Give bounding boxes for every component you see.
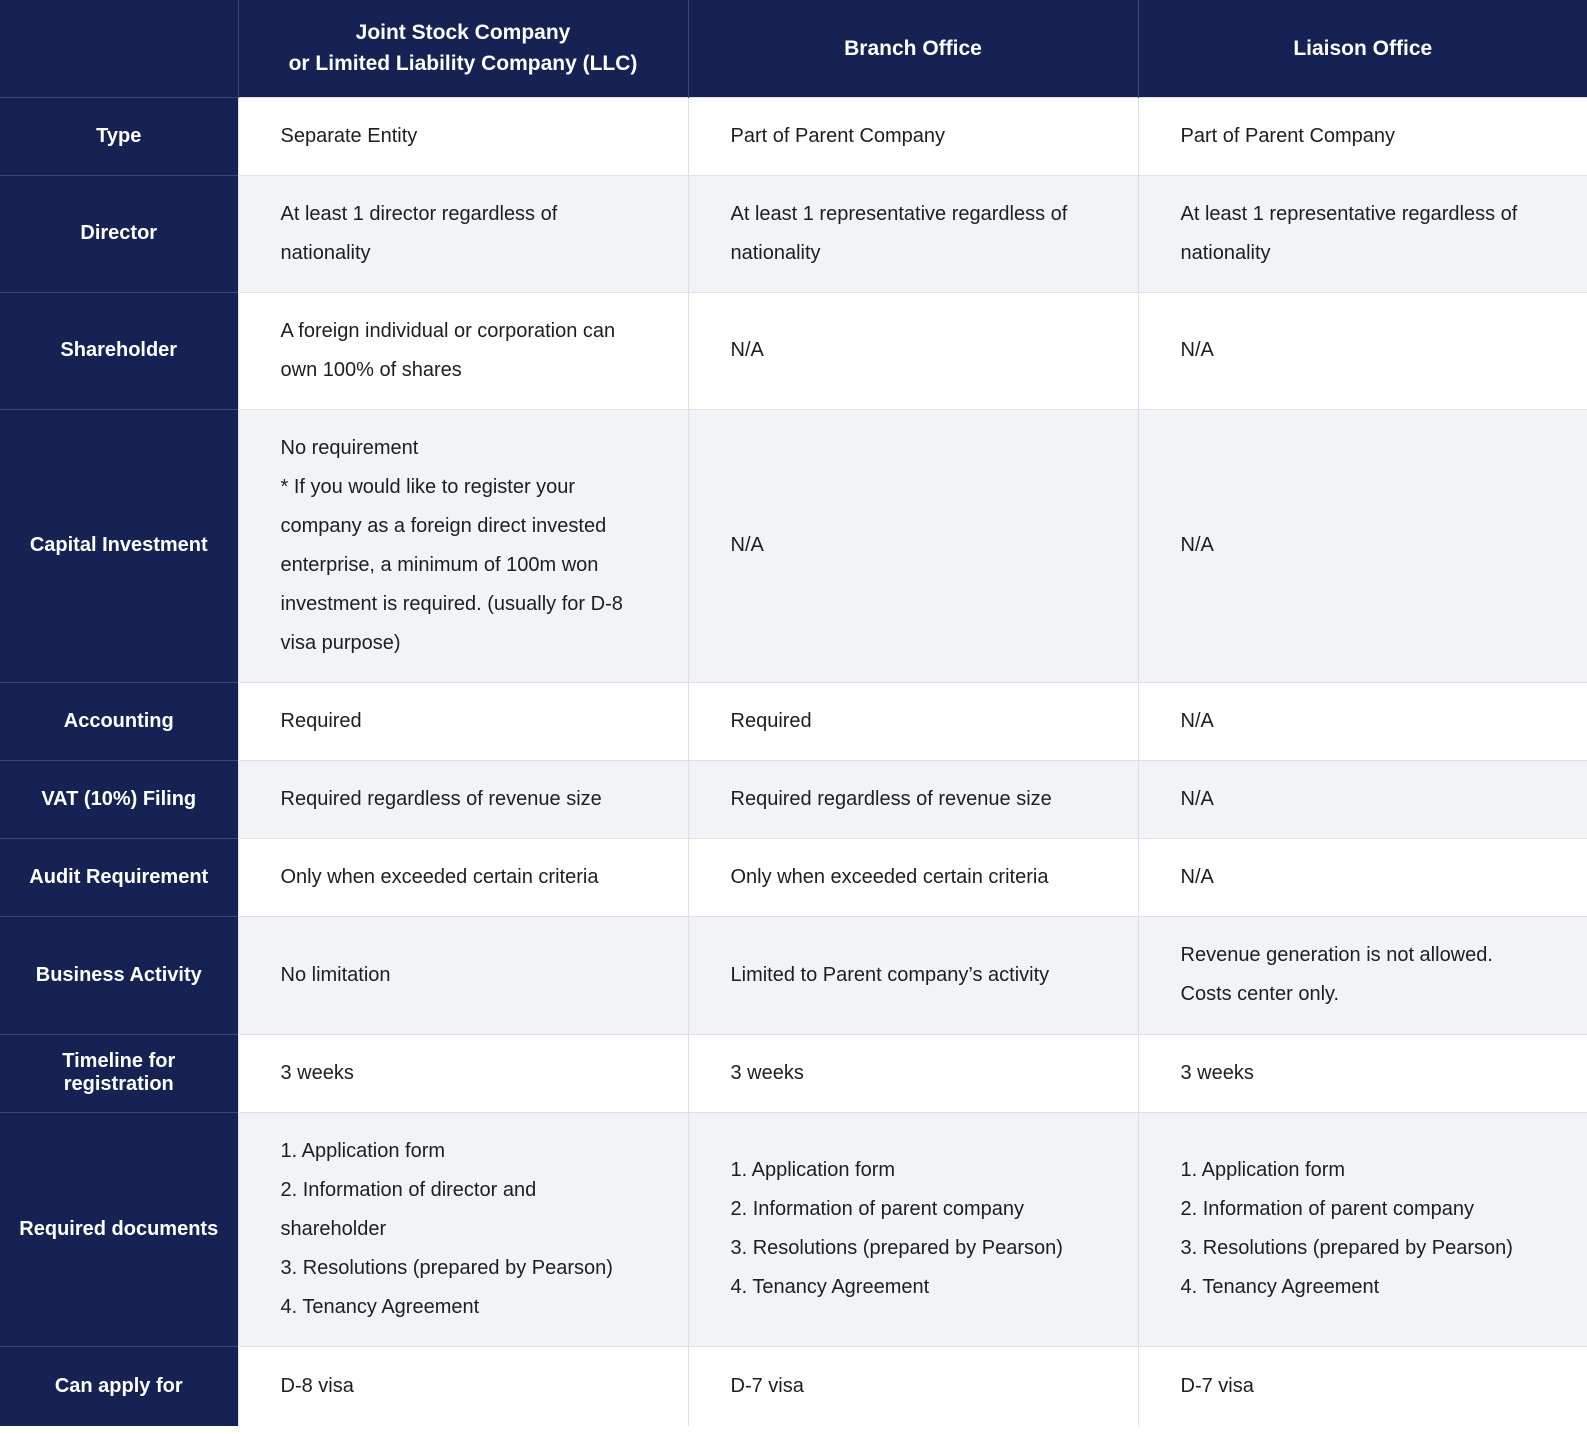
cell-line: nationality (1180, 241, 1271, 264)
cell-line: D-7 visa (730, 1374, 804, 1397)
table-row (0, 409, 1587, 682)
cell-liaison-office (1138, 760, 1587, 838)
cell-line: shareholder (280, 1217, 387, 1240)
cell-joint-stock-llc (238, 838, 688, 916)
cell-line: N/A (1180, 709, 1214, 732)
cell-liaison-office (1138, 1112, 1587, 1346)
cell-branch-office (688, 760, 1138, 838)
cell-joint-stock-llc (238, 175, 688, 292)
cell-line: enterprise, a minimum of 100m won (280, 553, 599, 576)
cell-line: investment is required. (usually for D-8 (280, 592, 623, 615)
header-line: Joint Stock Company (355, 21, 571, 45)
cell-line: Part of Parent Company (730, 124, 946, 147)
cell-line: nationality (280, 241, 371, 264)
cell-line: nationality (730, 241, 821, 264)
cell-line: 2. Information of director and (280, 1178, 537, 1201)
cell-line: D-8 visa (280, 1374, 354, 1397)
row-label: Can apply for (0, 1346, 238, 1426)
cell-line: N/A (1180, 865, 1214, 888)
cell-line: Separate Entity (280, 124, 418, 147)
table-row (0, 292, 1587, 409)
cell-line: A foreign individual or corporation can (280, 319, 616, 342)
cell-line: visa purpose) (280, 631, 401, 654)
cell-line: 2. Information of parent company (730, 1198, 1024, 1220)
table-row (0, 97, 1587, 175)
row-label: Timeline for registration (0, 1034, 238, 1112)
cell-liaison-office (1138, 838, 1587, 916)
cell-liaison-office (1138, 409, 1587, 682)
cell-line: No requirement (280, 436, 419, 459)
cell-line: Required regardless of revenue size (280, 787, 602, 810)
cell-line: 3 weeks (730, 1061, 804, 1084)
cell-liaison-office (1138, 97, 1587, 175)
header-joint-stock-llc (238, 0, 688, 97)
cell-branch-office (688, 838, 1138, 916)
cell-line: 4. Tenancy Agreement (730, 1276, 930, 1298)
cell-line: D-7 visa (1180, 1374, 1254, 1397)
cell-line: company as a foreign direct invested (280, 514, 607, 537)
row-label: Business Activity (0, 916, 238, 1034)
cell-branch-office (688, 409, 1138, 682)
table-row (0, 175, 1587, 292)
table-row (0, 1346, 1587, 1426)
cell-liaison-office (1138, 292, 1587, 409)
cell-branch-office (688, 682, 1138, 760)
cell-liaison-office (1138, 682, 1587, 760)
row-label: VAT (10%) Filing (0, 760, 238, 838)
cell-joint-stock-llc (238, 916, 688, 1034)
cell-line: Revenue generation is not allowed. (1180, 944, 1493, 966)
cell-joint-stock-llc (238, 1112, 688, 1346)
cell-line: Required (730, 709, 812, 732)
cell-line: Only when exceeded certain criteria (280, 865, 599, 888)
cell-line: Required regardless of revenue size (730, 787, 1052, 810)
cell-branch-office (688, 916, 1138, 1034)
cell-liaison-office (1138, 1346, 1587, 1426)
cell-line: N/A (1180, 534, 1214, 556)
cell-branch-office (688, 97, 1138, 175)
cell-line: 3. Resolutions (prepared by Pearson) (280, 1256, 613, 1279)
cell-line: 3. Resolutions (prepared by Pearson) (730, 1237, 1063, 1259)
cell-line: No limitation (280, 963, 391, 986)
row-label: Director (0, 175, 238, 292)
table-row (0, 916, 1587, 1034)
cell-line: N/A (730, 339, 764, 361)
cell-line: At least 1 representative regardless of (730, 202, 1068, 225)
cell-line: * If you would like to register your (280, 475, 576, 498)
row-label: Type (0, 97, 238, 175)
cell-joint-stock-llc (238, 760, 688, 838)
cell-liaison-office (1138, 175, 1587, 292)
cell-branch-office (688, 292, 1138, 409)
cell-line: 4. Tenancy Agreement (280, 1295, 480, 1318)
cell-line: N/A (1180, 787, 1214, 810)
table-row (0, 838, 1587, 916)
header-line: or Limited Liability Company (LLC) (288, 52, 638, 76)
cell-line: At least 1 director regardless of (280, 202, 558, 225)
table-row (0, 1034, 1587, 1112)
cell-line: N/A (1180, 339, 1214, 361)
header-row (0, 0, 1587, 97)
cell-line: Limited to Parent company’s activity (730, 963, 1050, 986)
cell-joint-stock-llc (238, 1034, 688, 1112)
cell-branch-office (688, 1112, 1138, 1346)
row-label: Audit Requirement (0, 838, 238, 916)
cell-branch-office (688, 1346, 1138, 1426)
header-corner-cell (0, 0, 238, 97)
row-label: Accounting (0, 682, 238, 760)
cell-joint-stock-llc (238, 409, 688, 682)
table-row (0, 682, 1587, 760)
table-row (0, 760, 1587, 838)
cell-joint-stock-llc (238, 682, 688, 760)
header-branch-office: Branch Office (688, 0, 1138, 97)
row-label: Capital Investment (0, 409, 238, 682)
cell-line: 3 weeks (280, 1061, 354, 1084)
cell-line: 1. Application form (730, 1159, 896, 1181)
cell-line: 4. Tenancy Agreement (1180, 1276, 1380, 1298)
cell-line: 2. Information of parent company (1180, 1198, 1474, 1220)
cell-joint-stock-llc (238, 97, 688, 175)
row-label: Shareholder (0, 292, 238, 409)
cell-line: Only when exceeded certain criteria (730, 865, 1049, 888)
cell-line: 3 weeks (1180, 1061, 1254, 1084)
header-liaison-office: Liaison Office (1138, 0, 1587, 97)
cell-joint-stock-llc (238, 292, 688, 409)
cell-line: 1. Application form (280, 1139, 446, 1162)
cell-line: Costs center only. (1180, 983, 1340, 1005)
cell-line: 3. Resolutions (prepared by Pearson) (1180, 1237, 1513, 1259)
table-row (0, 1112, 1587, 1346)
cell-branch-office (688, 175, 1138, 292)
cell-joint-stock-llc (238, 1346, 688, 1426)
cell-line: Part of Parent Company (1180, 124, 1396, 147)
cell-liaison-office (1138, 1034, 1587, 1112)
cell-line: At least 1 representative regardless of (1180, 202, 1518, 225)
row-label: Required documents (0, 1112, 238, 1346)
cell-line: own 100% of shares (280, 358, 462, 381)
cell-liaison-office (1138, 916, 1587, 1034)
cell-line: Required (280, 709, 362, 732)
cell-line: 1. Application form (1180, 1159, 1346, 1181)
cell-branch-office (688, 1034, 1138, 1112)
cell-line: N/A (730, 534, 764, 556)
